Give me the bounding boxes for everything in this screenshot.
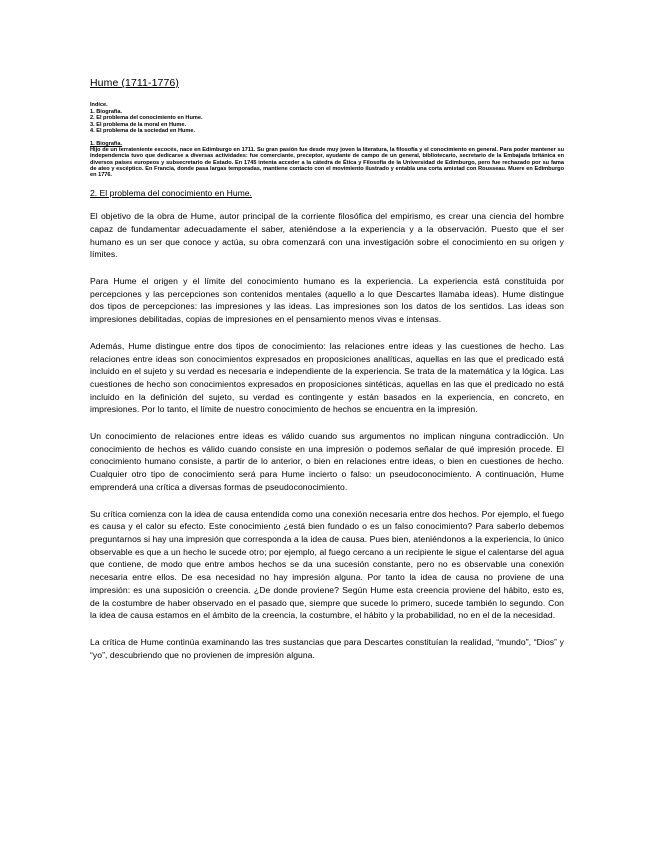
paragraph: El objetivo de la obra de Hume, autor principal de la corriente filosófica del empirismo, es crear una ciencia del hombre capaz de fundamentar adecuadamente el saber, ateniéndose a la experiencia y a la observación. Puesto que el ser humano es un ser que conoce y actúa, su obra comenzará con una investigación sobre el conocimiento en su origen y límites. [90,211,564,260]
index-item-4: 4. El problema de la sociedad en Hume. [90,127,196,134]
index-block [90,102,564,134]
paragraph: La crítica de Hume continúa examinando las tres sustancias que para Descartes constituían la realidad, “mundo”, “Dios” y “yo”, descubriendo que no provienen de impresión alguna. [90,636,564,660]
paragraph: Para Hume el origen y el límite del conocimiento humano es la experiencia. La experiencia está constituida por percepciones y las percepciones son contenidos mentales (aquello a lo que Descartes llamaba ideas). Hume distingue dos tipos de percepciones: las impresiones y las ideas. Las impresiones son los datos de los sentidos. Las ideas son impresiones debilitadas, copias de impresiones en el pensamiento menos vivas e intensas. [90,276,564,325]
document-body [90,77,564,675]
biography-text: Hijo de un terrateniente escocés, nace en Edimburgo en 1711. Su gran pasión fue desde muy joven la literatura, la filosofía y el conocimiento en general. Para poder mantener su independencia tuvo que dedicarse a diversas actividades: fue comerciante, preceptor, ayudante de campo de un general, bibliotecario, secretario de la Embajada británica en diversos países europeos y subsecretario de Estado. En 1745 intenta acceder a la cátedra de Ética y Filosofía de la Universidad de Edimburgo, pero fue rechazado por su fama de ateo y escéptico. En Francia, donde pasa largas temporadas, mantiene contacto con el movimiento ilustrado y entabla una corta amistad con Rousseau. Muere en Edimburgo en 1776. [90,147,564,179]
paragraph: Además, Hume distingue entre dos tipos de conocimiento: las relaciones entre ideas y las cuestiones de hecho. Las relaciones entre ideas son conocimientos expresados en proposiciones analíticas, aquellas en las que el predicado está incluido en el sujeto y su verdad es necesaria e independiente de la experiencia. Se trata de la matemática y la lógica. Las cuestiones de hecho son conocimientos expresados en proposiciones sintéticas, aquellas en las que el predicado no está incluido en la definición del sujeto, su verdad es contingente y están basados en la experiencia, en concreto, en impresiones. Por lo tanto, el límite de nuestro conocimiento de hechos se encuentra en la impresión. [90,340,564,415]
index-item-3: 3. El problema de la moral en Hume. [90,121,187,128]
document-title: Hume (1711-1776) [90,77,179,89]
index-item-1: 1. Biografia. [90,109,123,116]
biography-heading: 1. Biografia. [90,141,123,148]
index-heading: Indice. [90,102,108,108]
index-item-2: 2. El problema del conocimiento en Hume. [90,115,203,122]
paragraph: Su crítica comienza con la idea de causa entendida como una conexión necesaria entre dos hechos. Por ejemplo, el fuego es causa y el calor su efecto. Este conocimiento ¿está bien fundado o es un falso conocimiento? Para saberlo debemos preguntarnos si hay una impresión que corresponda a la idea de causa. Pues bien, ateniéndonos a la experiencia, lo único observable es que a un hecho le sucede otro; por ejemplo, al fuego cercano a un recipiente le sigue el calentarse del agua que contiene, de modo que entre ambos hechos se da una sucesión constante, pero no es observable una conexión necesaria entre ellos. De esa necesidad no hay impresión alguna. Por tanto la idea de causa no proviene de una impresión: es una suposición o creencia. ¿De donde proviene? Según Hume esta creencia proviene del hábito, esto es, de la costumbre de haber observado en el pasado que, siempre que sucede lo primero, sucede también lo segundo. Con la idea de causa estamos en el ámbito de la creencia, la costumbre, el hábito y la probabilidad, no en el de la necesidad. [90,508,564,621]
section2-heading: 2. El problema del conocimiento en Hume. [90,188,252,199]
paragraph: Un conocimiento de relaciones entre ideas es válido cuando sus argumentos no implican ninguna contradicción. Un conocimiento de hechos es válido cuando consiste en una impresión o podemos señalar de qué impresión procede. El conocimiento humano consiste, a partir de lo anterior, o bien en relaciones entre ideas, o bien en cuestiones de hecho. Cualquier otro tipo de conocimiento será para Hume incierto o falso: un pseudoconocimiento. A continuación, Hume emprenderá una crítica a diversas formas de pseudoconocimiento. [90,431,564,492]
biography-section [90,141,564,178]
